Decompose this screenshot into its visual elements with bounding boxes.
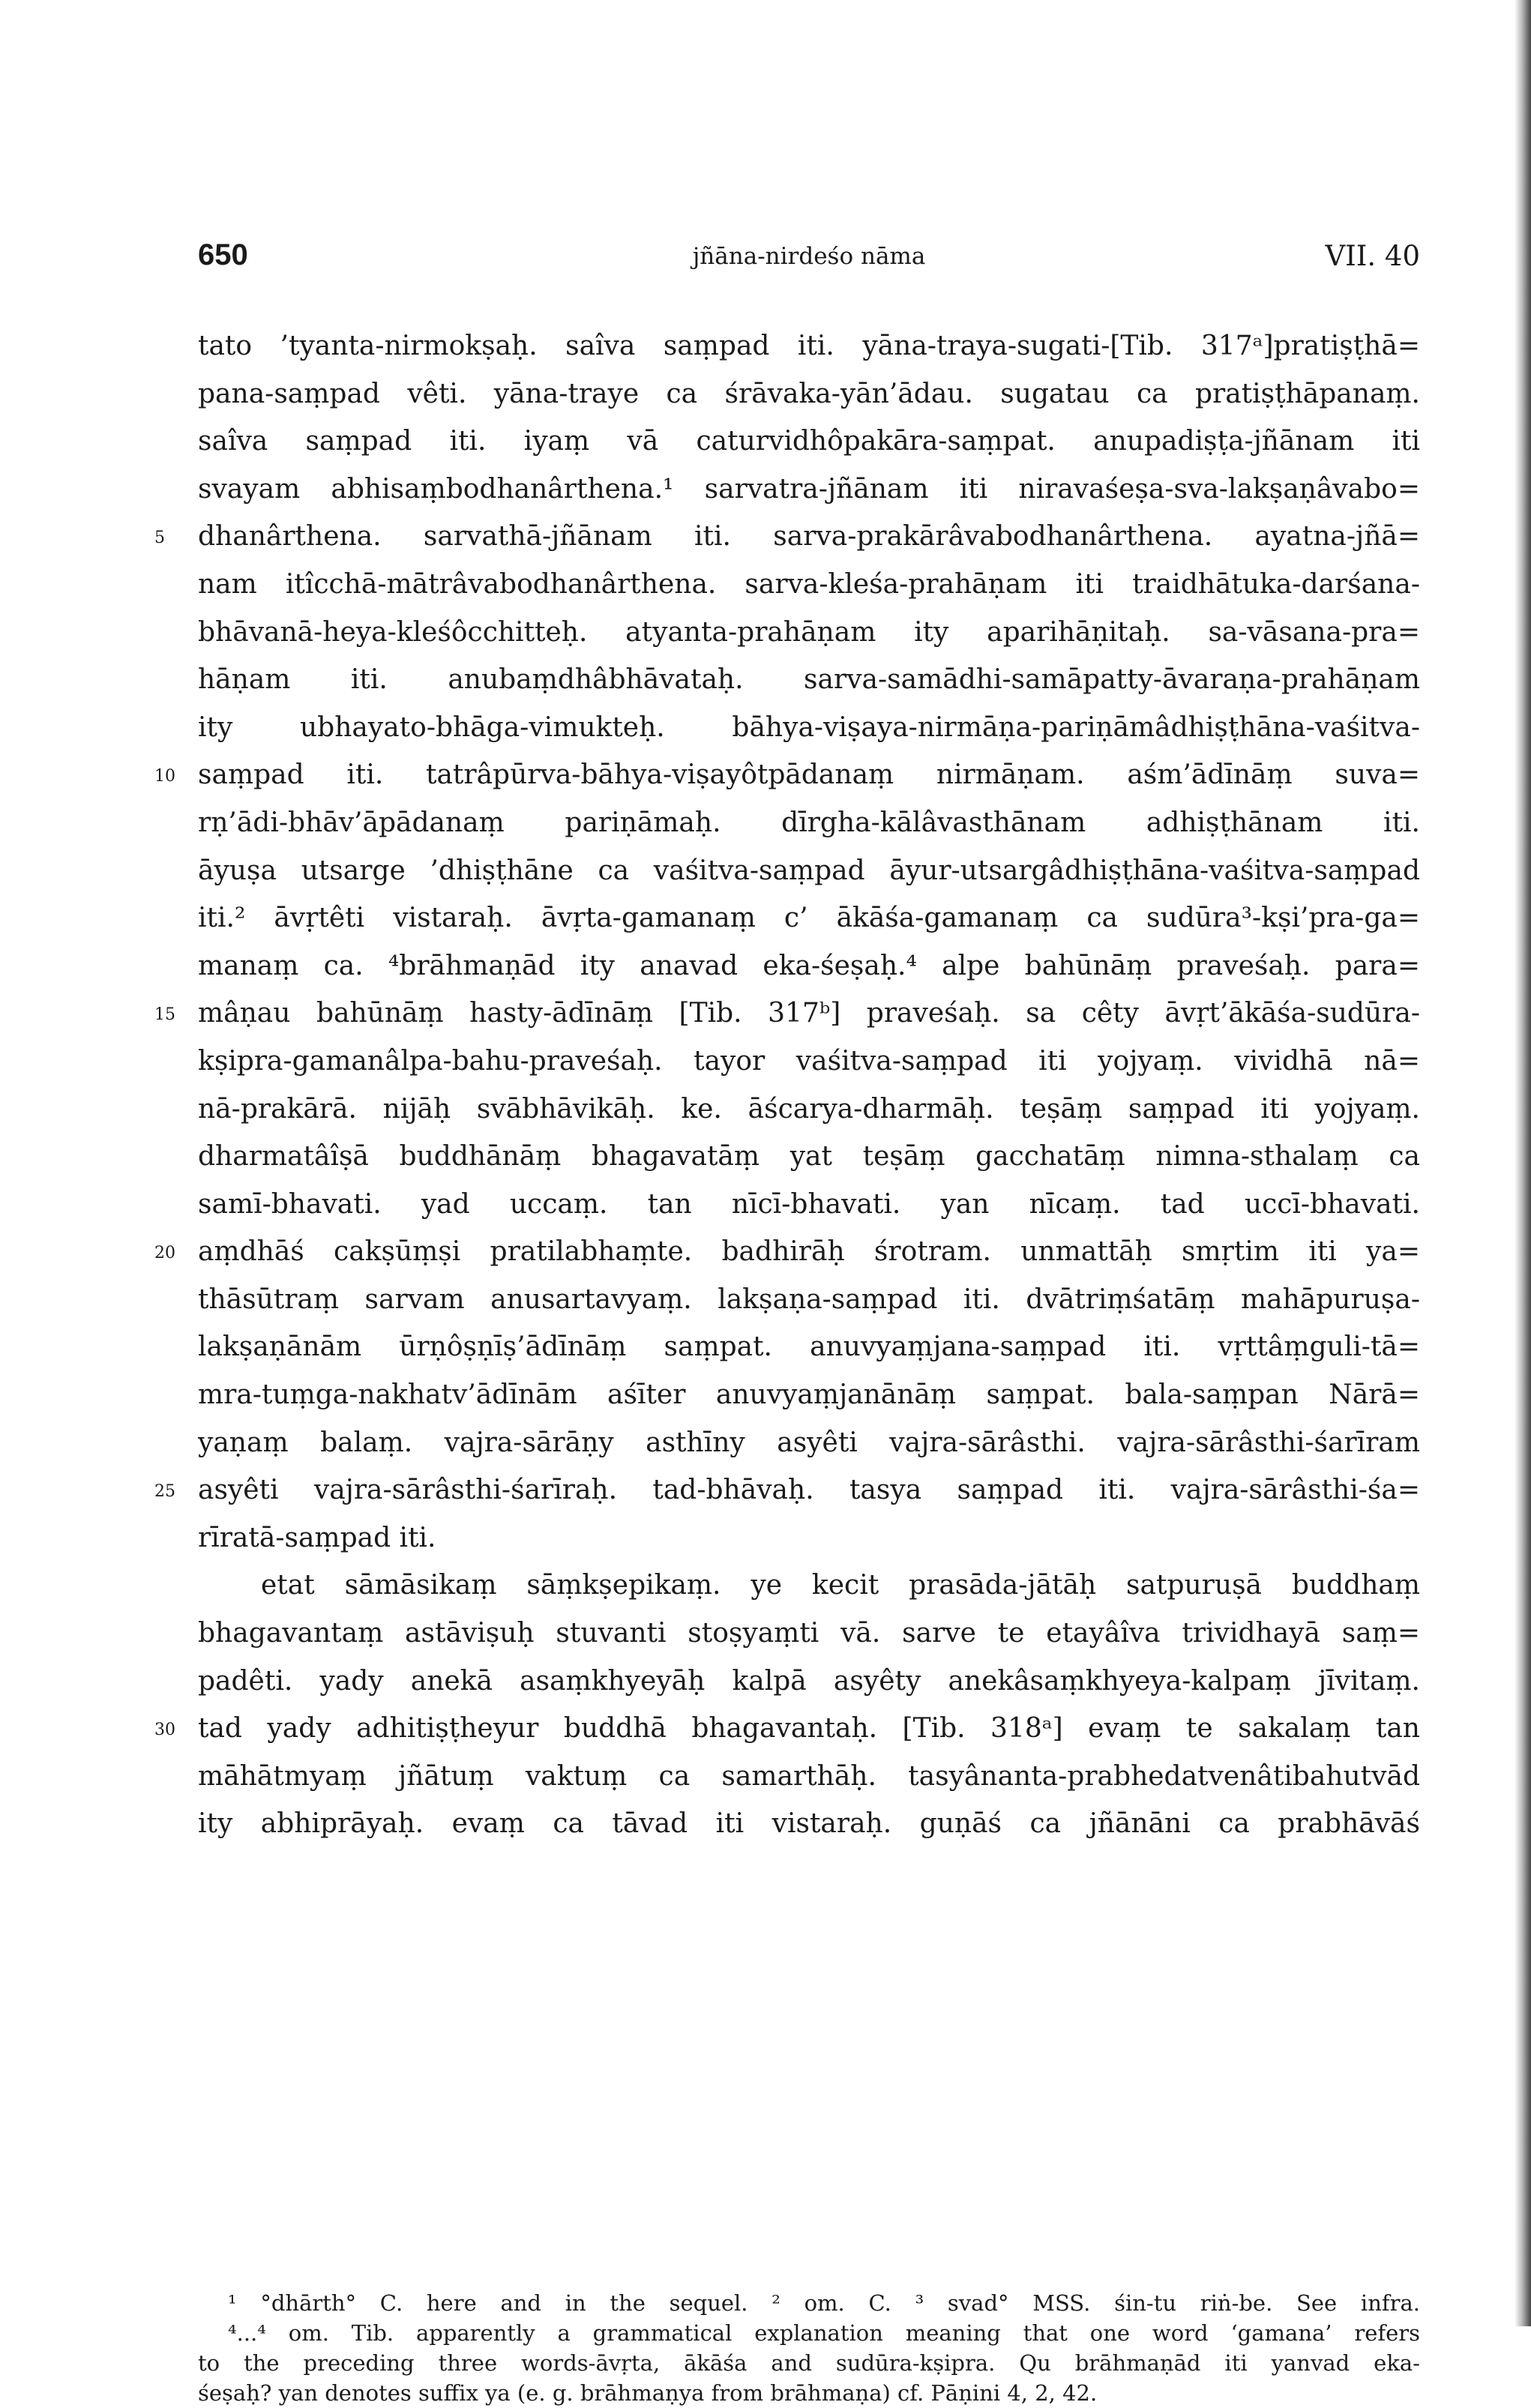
text-line: yaṇaṃ balaṃ. vajra-sārāṇy asthīny asyêti vajra-sārâsthi. vajra-sārâsthi-śarīram	[198, 1427, 1420, 1458]
text-line-content: mâṇau bahūnāṃ hasty-ādīnāṃ [Tib. 317ᵇ] praveśaḥ. sa cêty āvṛt’ākāśa-sudūra-	[198, 998, 1420, 1029]
text-line	[154, 1705, 1420, 1753]
text-line: nam itîcchā-mātrâvabodhanârthena. sarva-kleśa-prahāṇam iti traidhātuka-darśana-	[198, 568, 1420, 600]
text-line: dharmatâîṣā buddhānāṃ bhagavatāṃ yat teṣāṃ gacchatāṃ nimna-sthalaṃ ca	[198, 1141, 1420, 1173]
line-number: 5	[154, 529, 165, 548]
text-line: manaṃ ca. ⁴brāhmaṇād ity anavad eka-śeṣaḥ.⁴ alpe bahūnāṃ praveśaḥ. para=	[198, 950, 1420, 981]
page-header	[198, 238, 1420, 283]
text-line-content: tad yady adhitiṣṭheyur buddhā bhagavantaḥ. [Tib. 318ᵃ] evaṃ te sakalaṃ tan	[198, 1713, 1420, 1745]
page-number: 650	[198, 238, 248, 271]
line-number: 10	[154, 767, 175, 786]
text-line: padêti. yady anekā asaṃkhyeyāḥ kalpā asyêty anekâsaṃkhyeya-kalpaṃ jīvitaṃ.	[198, 1665, 1420, 1697]
line-number: 15	[154, 1005, 175, 1025]
text-line	[154, 1228, 1420, 1276]
main-text	[154, 322, 1420, 1848]
page-edge-shadow	[1515, 0, 1531, 2326]
text-line: āyuṣa utsarge ’dhiṣṭhāne ca vaśitva-saṃpad āyur-utsargâdhiṣṭhāna-vaśitva-saṃpad	[198, 855, 1420, 886]
running-title: jñāna-nirdeśo nāma	[692, 243, 926, 270]
text-line: thāsūtraṃ sarvam anusartavyaṃ. lakṣaṇa-saṃpad iti. dvātriṃśatāṃ mahāpuruṣa-	[198, 1283, 1420, 1315]
text-line: māhātmyaṃ jñātuṃ vaktuṃ ca samarthāḥ. tasyânanta-prabhedatvenâtibahutvād	[198, 1760, 1420, 1792]
text-line-content: asyêti vajra-sārâsthi-śarīraḥ. tad-bhāvaḥ. tasya saṃpad iti. vajra-sārâsthi-śa=	[198, 1475, 1420, 1506]
text-line: kṣipra-gamanâlpa-bahu-praveśaḥ. tayor vaśitva-saṃpad iti yojyaṃ. vividhā nā=	[198, 1045, 1420, 1077]
section-reference: VII. 40	[1325, 240, 1420, 272]
text-line	[154, 1466, 1420, 1514]
text-line: pana-saṃpad vêti. yāna-traye ca śrāvaka-yān’ādau. sugatau ca pratiṣṭhāpanaṃ.	[198, 378, 1420, 409]
text-line: tato ’tyanta-nirmokṣaḥ. saîva saṃpad iti. yāna-traya-sugati-[Tib. 317ᵃ]pratiṣṭhā=	[198, 331, 1420, 361]
text-line-content: aṃdhāś cakṣūṃṣi pratilabhaṃte. badhirāḥ śrotram. unmattāḥ smṛtim iti ya=	[198, 1236, 1420, 1268]
text-line: etat sāmāsikaṃ sāṃkṣepikaṃ. ye kecit prasāda-jātāḥ satpuruṣā buddhaṃ	[261, 1570, 1420, 1601]
line-number: 25	[154, 1482, 175, 1502]
line-number: 20	[154, 1244, 175, 1263]
text-line: rīratā-saṃpad iti.	[198, 1522, 436, 1553]
text-line: mra-tuṃga-nakhatv’ādīnām aśīter anuvyaṃjanānāṃ saṃpat. bala-saṃpan Nārā=	[198, 1379, 1420, 1411]
footnote-line: to the preceding three words-āvṛta, ākāśa and sudūra-kṣipra. Qu brāhmaṇād iti yanvad eka-	[198, 2350, 1420, 2376]
text-line: ity ubhayato-bhāga-vimukteḥ. bāhya-viṣaya-nirmāṇa-pariṇāmâdhiṣṭhāna-vaśitva-	[198, 711, 1420, 743]
footnote-line: ⁴...⁴ om. Tib. apparently a grammatical explanation meaning that one word ‘gamana’ refers	[228, 2320, 1420, 2346]
text-line: nā-prakārā. nijāḥ svābhāvikāḥ. ke. āścarya-dharmāḥ. teṣāṃ saṃpad iti yojyaṃ.	[198, 1093, 1420, 1125]
text-line: svayam abhisaṃbodhanârthena.¹ sarvatra-jñānam iti niravaśeṣa-sva-lakṣaṇâvabo=	[198, 473, 1420, 505]
text-line-content: saṃpad iti. tatrâpūrva-bāhya-viṣayôtpādanaṃ nirmāṇam. aśm’ādīnāṃ suva=	[198, 759, 1420, 791]
text-line: ity abhiprāyaḥ. evaṃ ca tāvad iti vistaraḥ. guṇāś ca jñānāni ca prabhāvāś	[198, 1808, 1420, 1840]
text-line	[154, 751, 1420, 799]
text-line	[154, 513, 1420, 561]
text-line: bhagavantaṃ astāviṣuḥ stuvanti stoṣyaṃti vā. sarve te etayâîva trividhayā saṃ=	[198, 1618, 1420, 1649]
footnote-line: śeṣaḥ? yan denotes suffix ya (e. g. brāhmaṇya from brāhmaṇa) cf. Pāṇini 4, 2, 42.	[198, 2380, 1098, 2406]
footnotes	[198, 2288, 1420, 2408]
text-line-content: dhanârthena. sarvathā-jñānam iti. sarva-prakārâvabodhanârthena. ayatna-jñā=	[198, 521, 1420, 553]
line-number: 30	[154, 1721, 175, 1740]
text-line: iti.² āvṛtêti vistaraḥ. āvṛta-gamanaṃ c’ ākāśa-gamanaṃ ca sudūra³-kṣi’pra-ga=	[198, 903, 1420, 934]
footnote-line: ¹ °dhārth° C. here and in the sequel. ² om. C. ³ svad° MSS. śin-tu riṅ-be. See infra.	[228, 2290, 1420, 2316]
text-line: hāṇam iti. anubaṃdhâbhāvataḥ. sarva-samādhi-samāpatty-āvaraṇa-prahāṇam	[198, 664, 1420, 696]
text-line: rṇ’ādi-bhāv’āpādanaṃ pariṇāmaḥ. dīrgha-kālâvasthānam adhiṣṭhānam iti.	[198, 807, 1420, 838]
text-line	[154, 990, 1420, 1038]
text-line: saîva saṃpad iti. iyaṃ vā caturvidhôpakāra-saṃpat. anupadiṣṭa-jñānam iti	[198, 426, 1420, 457]
text-line: lakṣaṇānām ūrṇôṣṇīṣ’ādīnāṃ saṃpat. anuvyaṃjana-saṃpad iti. vṛttâṃguli-tā=	[198, 1331, 1420, 1363]
text-line: bhāvanā-heya-kleśôcchitteḥ. atyanta-prahāṇam ity aparihāṇitaḥ. sa-vāsana-pra=	[198, 616, 1420, 648]
text-line: samī-bhavati. yad uccaṃ. tan nīcī-bhavati. yan nīcaṃ. tad uccī-bhavati.	[198, 1188, 1420, 1220]
